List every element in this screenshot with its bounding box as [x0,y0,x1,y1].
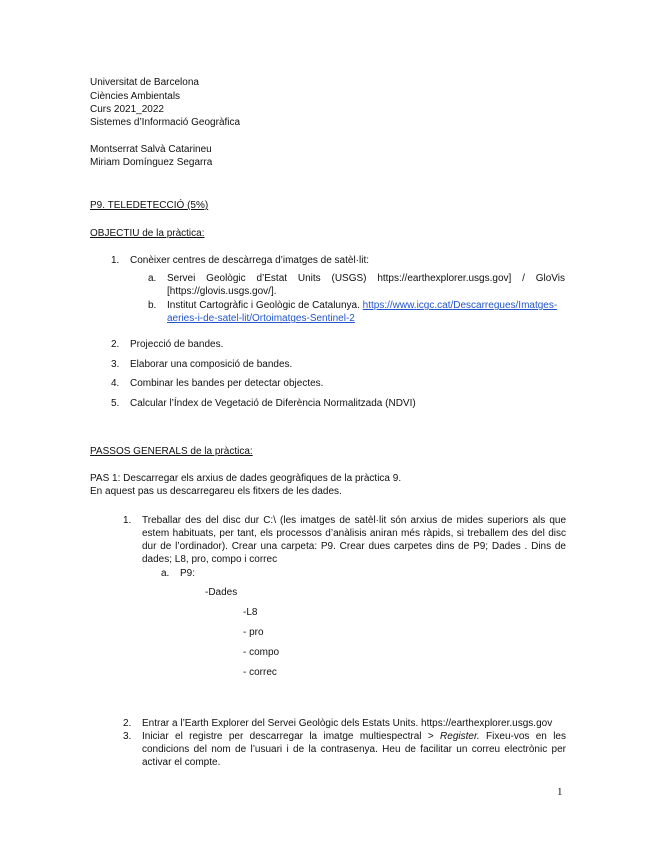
header-subject: Sistemes d’Informació Geogràfica [90,117,241,128]
pas1-step3-text-before: Iniciar el registre per descarregar la imatge multiespectral > [142,731,441,742]
pas1-step3-text [142,730,566,769]
objective-4-text: Combinar les bandes per detectar objectes. [130,378,324,389]
pas1-step1a-text: P9: [180,568,196,579]
objective-1-number: 1. [111,255,120,266]
pas1-title: PAS 1: Descarregar els arxius de dades geogràfiques de la pràctica 9. [90,473,402,484]
pas1-step1a-letter: a. [161,568,170,579]
icgc-link-continuation[interactable]: aeries-i-de-satel-lit/Ortoimatges-Sentinel-2 [167,313,355,324]
objective-5-text: Calcular l’Índex de Vegetació de Diferència Normalitzada (NDVI) [130,398,416,409]
objective-1b-letter: b. [148,300,157,311]
page-title: P9. TELEDETECCIÓ (5%) [90,200,209,211]
pas1-step2-number: 2. [123,718,132,729]
page-number: 1 [557,786,563,798]
objective-heading: OBJECTIU de la pràctica: [90,228,205,239]
register-term: Register. [440,731,480,742]
objective-3-number: 3. [111,359,120,370]
pas1-step1-text: Treballar des del disc dur C:\ (les imatges de satèl·lit són arxius de mides superiors als que estem habituats, per tant, els processos d’anàlisis aniran més ràpids, si treballem des del disc dur de l’ordinador). Crear una carpeta: P9. Crear dues carpetes dins de P9; Dades . Dins de dades; L8, pro, compo i correc [142,515,566,565]
pas1-subtitle: En aquest pas us descarregareu els fitxers de les dades. [90,486,342,497]
objective-5-number: 5. [111,398,120,409]
folder-dades: -Dades [205,587,238,598]
folder-pro: - pro [243,627,264,638]
objective-1b-text: Institut Cartogràfic i Geològic de Catalunya. [167,300,360,311]
objective-2-text: Projecció de bandes. [130,339,224,350]
objective-1-text: Conèixer centres de descàrrega d’imatges de satèl·lit: [130,255,370,266]
steps-heading: PASSOS GENERALS de la pràctica: [90,446,253,457]
objective-3-text: Elaborar una composició de bandes. [130,359,293,370]
header-degree: Ciències Ambientals [90,91,181,102]
pas1-step1-number: 1. [123,515,132,526]
pas1-step2-text: Entrar a l’Earth Explorer del Servei Geològic dels Estats Units. https://earthexplorer.usgs.gov [142,718,553,729]
objective-1a-line1: Servei Geològic d’Estat Units (USGS) https://earthexplorer.usgs.gov] / GloVis [167,273,565,284]
author-1: Montserrat Salvà Catarineu [90,144,212,155]
author-2: Miriam Domínguez Segarra [90,157,213,168]
objective-2-number: 2. [111,339,120,350]
header-university: Universitat de Barcelona [90,77,199,88]
objective-1a-line2: [https://glovis.usgs.gov/]. [167,286,277,297]
folder-correc: - correc [243,667,277,678]
pas1-step3-text-after: Fixeu-vos en les condicions del nom de l’usuari i de la contrasenya. Heu de facilitar un correu electrònic per activar el compte. [142,731,566,768]
folder-compo: - compo [243,647,280,658]
icgc-link[interactable]: https://www.icgc.cat/Descarregues/Imatges- [362,300,558,311]
objective-1a-letter: a. [148,273,157,284]
objective-1b-line1 [167,299,557,312]
folder-l8: -L8 [243,607,258,618]
header-year: Curs 2021_2022 [90,104,164,115]
pas1-step3-number: 3. [123,731,132,742]
objective-4-number: 4. [111,378,120,389]
